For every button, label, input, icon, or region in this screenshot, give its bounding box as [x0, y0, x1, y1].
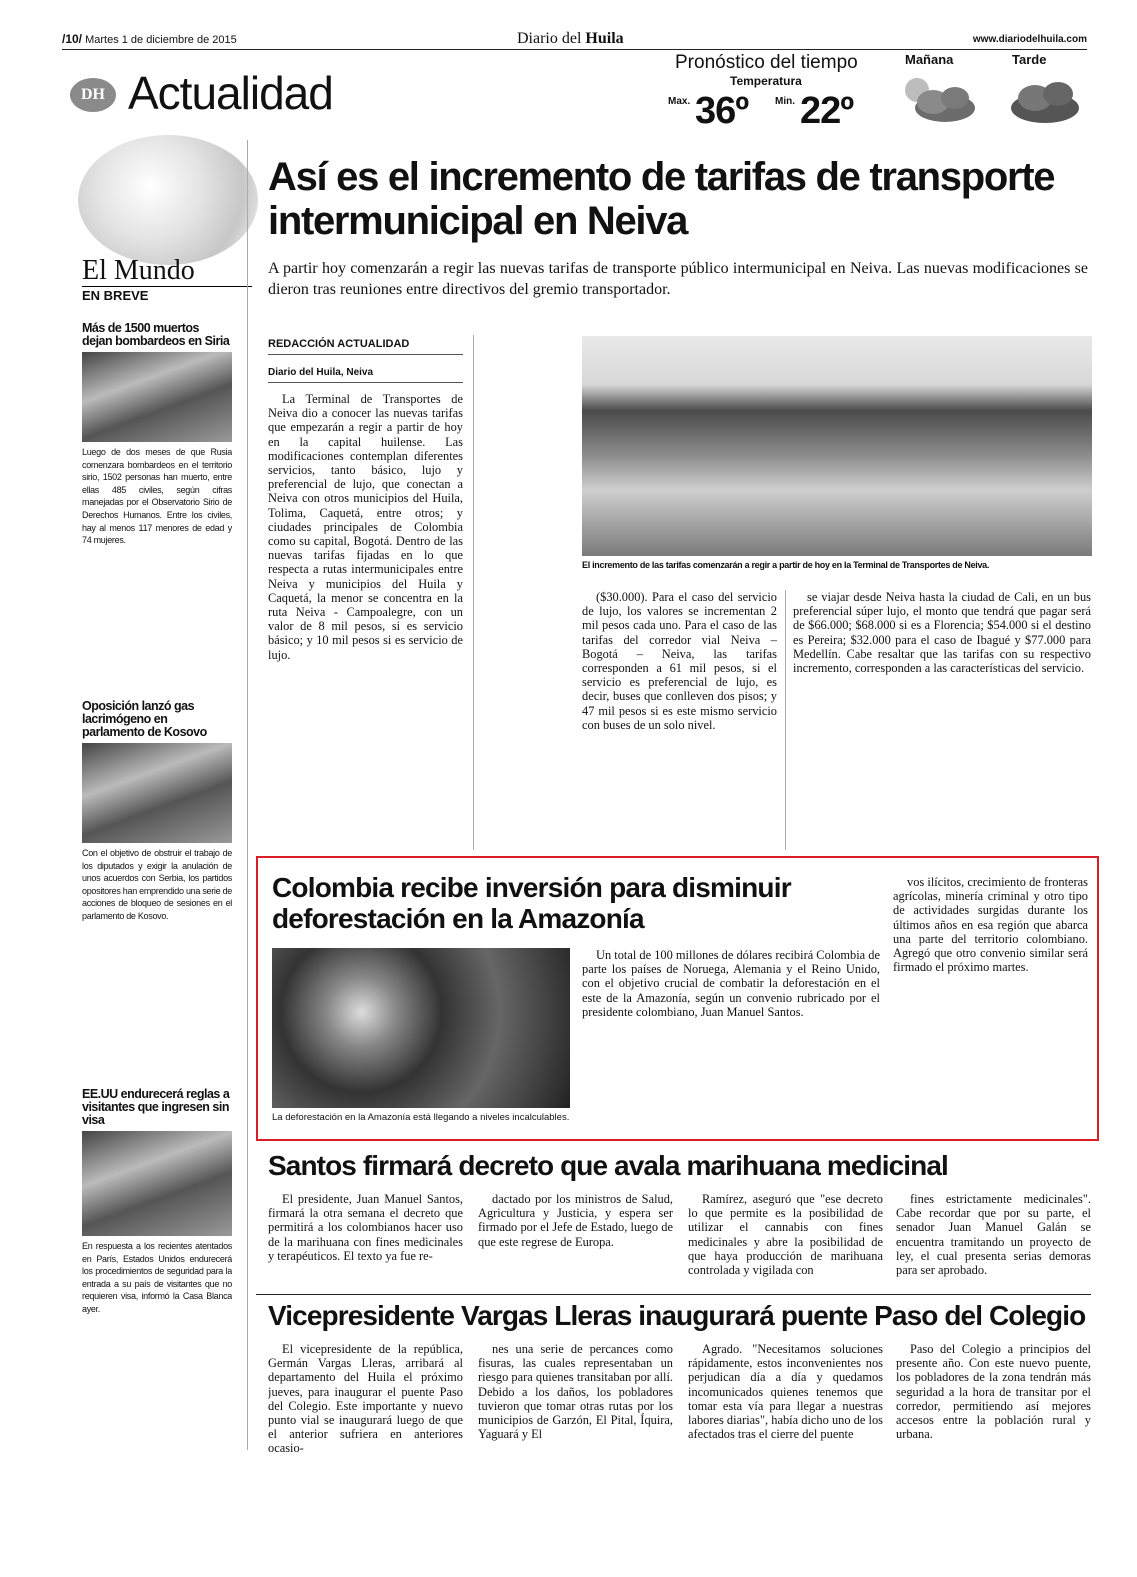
- main-column-2: [582, 590, 777, 850]
- morning-label: Mañana: [905, 52, 954, 67]
- column-divider: [473, 335, 474, 850]
- page-header: [62, 30, 1087, 50]
- sidebar-brief-siria: [82, 322, 232, 547]
- section-divider: [256, 1294, 1091, 1295]
- min-temperature: 22º: [800, 90, 854, 132]
- paragraph: dactado por los ministros de Salud, Agricultura y Justicia, y espera ser firmado por el Jefe de Estado, luego de que este regrese de Europa.: [478, 1192, 673, 1249]
- brief-photo-siria: [82, 352, 232, 442]
- main-column-3: [793, 590, 1091, 850]
- byline: REDACCIÓN ACTUALIDAD: [268, 338, 410, 350]
- weather-subtitle: Temperatura: [730, 74, 802, 88]
- byline-rule: [268, 354, 463, 355]
- globe-illustration: [78, 135, 258, 265]
- santos-column-3: [688, 1192, 883, 1287]
- brief-body: En respuesta a los recientes atentados en París, Estados Unidos endurecerá los procedimientos de seguridad para la entrada a su país de visitantes que no requieren visa, informó la Casa Blanca ayer.: [82, 1241, 232, 1314]
- main-headline: Así es el incremento de tarifas de transporte intermunicipal en Neiva: [268, 155, 1055, 243]
- min-label: Min.: [775, 96, 795, 107]
- santos-column-2: [478, 1192, 673, 1287]
- vargas-column-3: [688, 1342, 883, 1472]
- brief-body: Con el objetivo de obstruir el trabajo de los diputados y exigir la anulación de unos acuerdos con Serbia, los partidos opositores han emprendido una serie de acciones de bloqueo de sesiones en el parlamento de Kosovo.: [82, 848, 232, 921]
- photo-caption: El incremento de las tarifas comenzarán a regir a partir de hoy en la Terminal de Transportes de Neiva.: [582, 560, 990, 570]
- max-temperature: 36º: [695, 90, 749, 132]
- paragraph: El vicepresidente de la república, Germán Vargas Lleras, arribará al departamento del Huila el próximo jueves, para inaugurar el puente Paso del Colegio. Este importante y nuevo punto vial se inaugurará luego de que el anterior sufriera en anteriores ocasio-: [268, 1342, 463, 1456]
- max-label: Max.: [668, 96, 691, 107]
- amazon-column-1: [582, 948, 880, 1133]
- column-divider: [785, 590, 786, 850]
- santos-column-4: [896, 1192, 1091, 1287]
- weather-title: Pronóstico del tiempo: [675, 52, 858, 73]
- amazon-photo: [272, 948, 570, 1108]
- paragraph: La Terminal de Transportes de Neiva dio a conocer las nuevas tarifas que empezarán a regir a partir de hoy en la capital huilense. Las modificaciones contemplan diferentes servicios, tanto básico, lujo y preferencial de lujo, que conectan a Neiva con otros municipios del Huila, Tolima, Caquetá, entre otros; y ciudades principales de Colombia como su capital, Bogotá. Dentro de las nuevas tarifas fijadas en lo que respecta a rutas intermunicipales entre Neiva y municipios del Huila y Caquetá, la menor se concentra en la ruta Neiva - Campoalegre, con un valor de 8 mil pesos, si es servicio básico; y 10 mil pesos si es servicio de lujo.: [268, 392, 463, 662]
- paragraph: Ramírez, aseguró que "ese decreto lo que permite es la posibilidad de utilizar el cannabis con fines medicinales y abre la posibilidad de que haya producción de marihuana controlada y vigilada con: [688, 1192, 883, 1278]
- cloudy-icon: [1000, 72, 1090, 127]
- dateline: Diario del Huila, Neiva: [268, 367, 374, 378]
- sidebar-divider: [247, 140, 248, 1450]
- newspaper-name-part2: Huila: [585, 30, 624, 47]
- santos-headline: Santos firmará decreto que avala marihuana medicinal: [268, 1150, 948, 1181]
- paragraph: Un total de 100 millones de dólares recibirá Colombia de parte los países de Noruega, Alemania y el Reino Unido, con el objetivo crucial de combatir la deforestación en el este de la Amazonía, según un convenio rubricado por el presidente colombiano, Juan Manuel Santos.: [582, 948, 880, 1019]
- paragraph: nes una serie de percances como fisuras, las cuales representaban un riesgo para quienes transitaban por allí. Debido a los daños, los pobladores tuvieron que tomar otras rutas por los municipios de Garzón, El Pital, Íquira, Yaguará y El: [478, 1342, 673, 1442]
- page-info: [62, 32, 237, 46]
- sidebar-brief-kosovo: [82, 700, 232, 923]
- brief-photo-eeuu: [82, 1131, 232, 1236]
- brief-photo-kosovo: [82, 743, 232, 843]
- page-number: /10/: [62, 32, 83, 46]
- paragraph: fines estrictamente medicinales". Cabe recordar que por su parte, el senador Juan Manuel Galán se encuentra tramitando un proyecto de ley, el cual presenta serias demoras para ser aprobado.: [896, 1192, 1091, 1278]
- amazon-headline: Colombia recibe inversión para disminuir deforestación en la Amazonía: [272, 872, 791, 934]
- vargas-headline: Vicepresidente Vargas Lleras inaugurará puente Paso del Colegio: [268, 1300, 1086, 1331]
- amazon-photo-caption: La deforestación en la Amazonía está llegando a niveles incalculables.: [272, 1112, 570, 1123]
- brief-headline: Más de 1500 muertos dejan bombardeos en Siria: [82, 321, 230, 348]
- website-url[interactable]: www.diariodelhuila.com: [972, 34, 1087, 45]
- dateline-rule: [268, 382, 463, 383]
- main-column-1: [268, 392, 463, 847]
- terminal-photo: [582, 336, 1092, 556]
- brief-headline: Oposición lanzó gas lacrimógeno en parlamento de Kosovo: [82, 699, 207, 739]
- paragraph: Agrado. "Necesitamos soluciones rápidamente, estos inconvenientes nos perjudican día a día y quedamos incomunicados quienes tenemos que tomar esta vía para llegar a nuestras labores diarias", había dicho uno de los afectados tras el cierre del puente: [688, 1342, 883, 1442]
- issue-date: Martes 1 de diciembre de 2015: [85, 34, 237, 46]
- sidebar-brief-eeuu: [82, 1088, 232, 1316]
- santos-column-1: [268, 1192, 463, 1287]
- paragraph: se viajar desde Neiva hasta la ciudad de Cali, en un bus preferencial súper lujo, el monto que tendrá que pagar será de $66.000; $68.000 si es a Florencia; $54.000 si el destino es Pereira; $32.000 para el caso de Ibagué y $77.000 para Medellín. Cabe resaltar que las tarifas con su respectivo incremento, corresponden a las características del servicio.: [793, 590, 1091, 676]
- vargas-column-4: [896, 1342, 1091, 1472]
- newspaper-name-part1: Diario del: [517, 30, 582, 47]
- vargas-column-2: [478, 1342, 673, 1472]
- dh-logo: DH: [70, 78, 116, 112]
- vargas-column-1: [268, 1342, 463, 1472]
- partly-cloudy-icon: [895, 72, 985, 127]
- afternoon-label: Tarde: [1012, 52, 1047, 67]
- paragraph: vos ilícitos, crecimiento de fronteras agrícolas, minería criminal y otro tipo de actividades surgidas durante los últimos años en esa región que abarca una parte del territorio colombiano. Agregó que otro convenio similar será firmado el próximo martes.: [893, 875, 1088, 975]
- sidebar-title: El Mundo: [82, 255, 195, 286]
- paragraph: El presidente, Juan Manuel Santos, firmará la otra semana el decreto que permitirá a los colombianos hacer uso de la marihuana con fines medicinales y terapéuticos. El texto ya fue re-: [268, 1192, 463, 1263]
- sidebar-subtitle: EN BREVE: [82, 286, 252, 303]
- brief-headline: EE.UU endurecerá reglas a visitantes que ingresen sin visa: [82, 1087, 230, 1127]
- paragraph: Paso del Colegio a principios del presente año. Con este nuevo puente, los pobladores de la zona tendrán más seguridad a la hora de transitar por el corredor, permitiendo así mejores accesos entre la población rural y urbana.: [896, 1342, 1091, 1442]
- amazon-column-2: [893, 875, 1088, 1133]
- section-title: Actualidad: [128, 67, 333, 119]
- main-lead: A partir hoy comenzarán a regir las nuevas tarifas de transporte público intermunicipal en Neiva. Las nuevas modificaciones se dieron tras reuniones entre directivos del gremio transportador.: [268, 260, 1088, 298]
- brief-body: Luego de dos meses de que Rusia comenzara bombardeos en el territorio sirio, 1502 personas han muerto, entre ellas 485 civiles, según cifras manejadas por el Observatorio Sirio de Derechos Humanos. Entre los civiles, hay al menos 117 menores de edad y 74 mujeres.: [82, 447, 232, 546]
- paragraph: ($30.000). Para el caso del servicio de lujo, los valores se incrementan 2 mil pesos cada uno. Para el caso de las tarifas del corredor vial Neiva – Bogotá – Neiva, las tarifas corresponden a 61 mil pesos, si el servicio es preferencial de lujo, es decir, buses que conlleven dos pisos; y 47 mil pesos si es este mismo servicio con buses de un solo nivel.: [582, 590, 777, 732]
- newspaper-name: [517, 30, 624, 48]
